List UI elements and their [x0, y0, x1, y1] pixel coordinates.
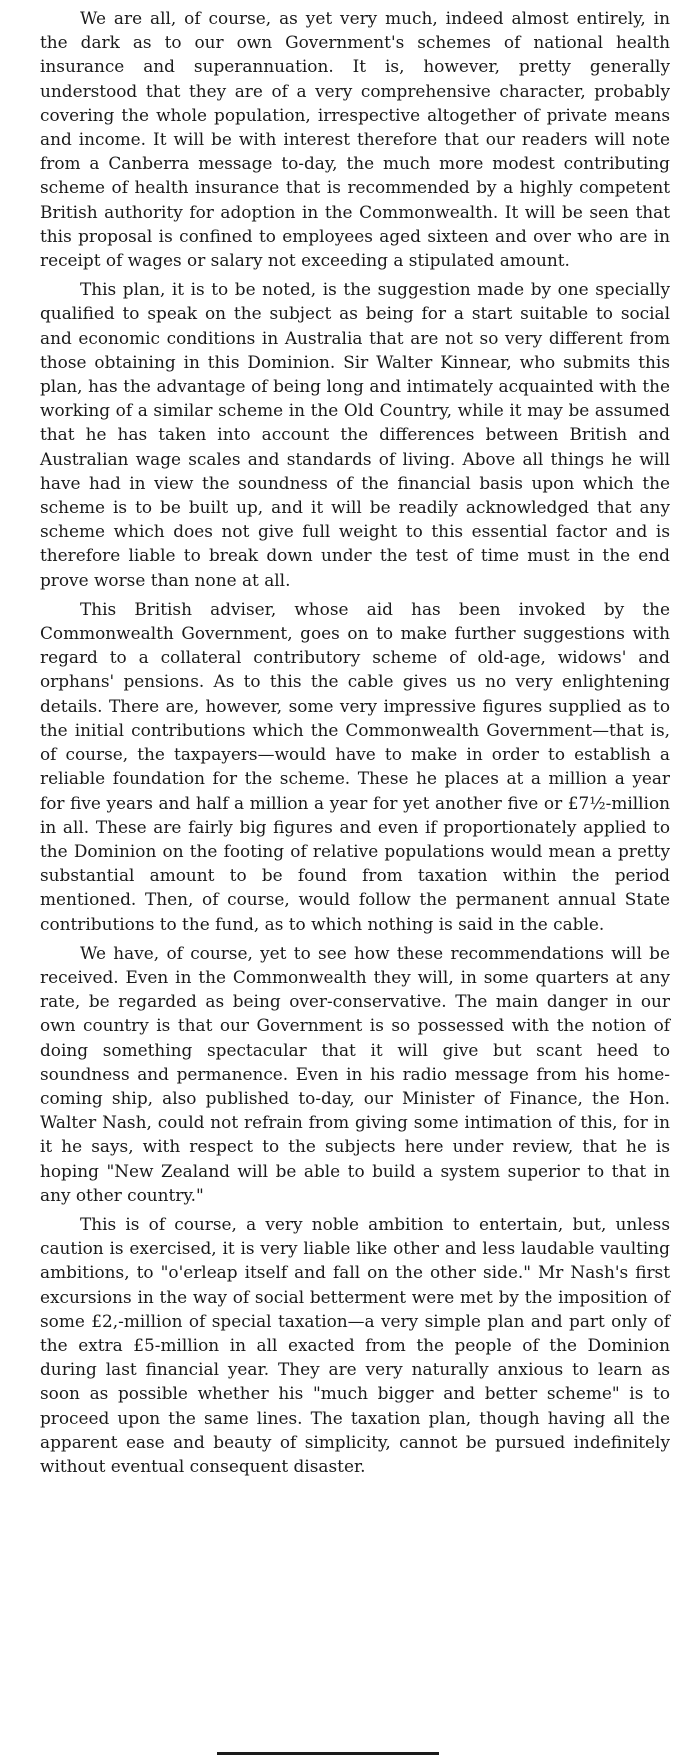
end-rule-divider — [217, 1752, 439, 1755]
article-paragraph-2: This plan, it is to be noted, is the suggestion made by one specially qualified to speak on the subject as being for a start suitable to social and economic conditions in Australia that are not so very different from those obtaining in this Dominion. Sir Walter Kinnear, who submits this plan, has the advantage of being long and intimately acquainted with the working of a similar scheme in the Old Country, while it may be assumed that he has taken into account the differences between British and Australian wage scales and standards of living. Above all things he will have had in view the soundness of the financial basis upon which the scheme is to be built up, and it will be readily acknowledged that any scheme which does not give full weight to this essential factor and is therefore liable to break down under the test of time must in the end prove worse than none at all. — [40, 279, 670, 590]
article-paragraph-1: We are all, of course, as yet very much, indeed almost entirely, in the dark as to our own Government's schemes of national health insurance and superannuation. It is, however, pretty generally understood that they are of a very comprehensive character, probably covering the whole population, irrespective altogether of private means and income. It will be with interest therefore that our readers will note from a Canberra message to-day, the much more modest contributing scheme of health insurance that is recommended by a highly competent British authority for adoption in the Commonwealth. It will be seen that this proposal is confined to employees aged sixteen and over who are in receipt of wages or salary not exceeding a stipulated amount. — [40, 8, 670, 271]
article-paragraph-5: This is of course, a very noble ambition to entertain, but, unless caution is exercised, it is very liable like other and less laudable vaulting ambitions, to "o'erleap itself and fall on the other side." Mr Nash's first excursions in the way of social betterment were met by the imposition of some £2,-million of special taxation—a very simple plan and part only of the extra £5-million in all exacted from the people of the Dominion during last financial year. They are very naturally anxious to learn as soon as possible whether his "much bigger and better scheme" is to proceed upon the same lines. The taxation plan, though having all the apparent ease and beauty of simplicity, cannot be pursued indefinitely without eventual consequent disaster. — [40, 1213, 670, 1476]
article-paragraph-3: This British adviser, whose aid has been invoked by the Commonwealth Government, goes on to make further suggestions with regard to a collateral contributory scheme of old-age, widows' and orphans' pensions. As to this the cable gives us no very enlightening details. There are, however, some very impressive figures supplied as to the initial contributions which the Commonwealth Government—that is, of course, the taxpayers—would have to make in order to establish a reliable foundation for the scheme. These he places at a million a year for five years and half a million a year for yet another five or £7½-million in all. These are fairly big figures and even if proportionately applied to the Dominion on the footing of relative populations would mean a pretty substantial amount to be found from taxation within the period mentioned. Then, of course, would follow the permanent annual State contributions to the fund, as to which nothing is said in the cable. — [40, 598, 670, 934]
article-column — [40, 6, 670, 1483]
article-paragraph-4: We have, of course, yet to see how these recommendations will be received. Even in the Commonwealth they will, in some quarters at any rate, be regarded as being over-conservative. The main danger in our own country is that our Government is so possessed with the notion of doing something spectacular that it will give but scant heed to soundness and permanence. Even in his radio message from his home-coming ship, also published to-day, our Minister of Finance, the Hon. Walter Nash, could not refrain from giving some intimation of this, for in it he says, with respect to the subjects here under review, that he is hoping "New Zealand will be able to build a system superior to that in any other country." — [40, 942, 670, 1205]
